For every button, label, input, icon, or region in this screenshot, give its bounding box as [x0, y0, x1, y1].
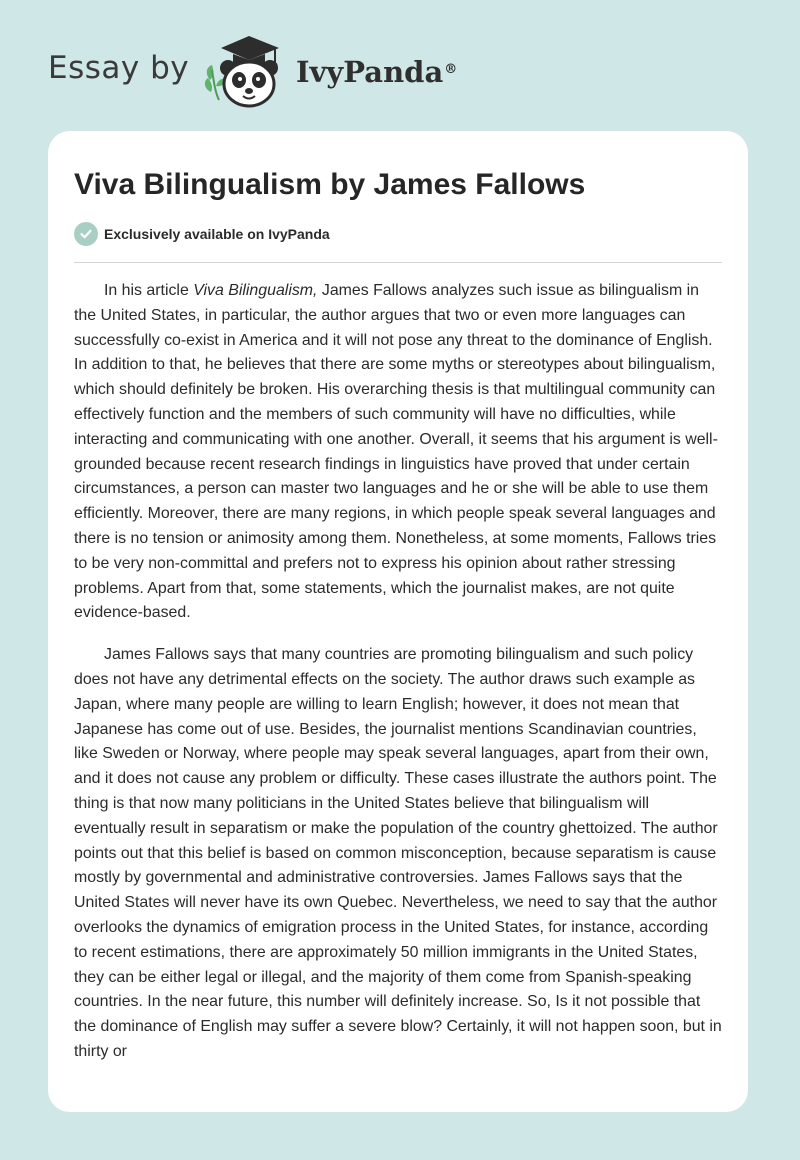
essay-body	[74, 279, 724, 1082]
paragraph-1-rest: James Fallows analyzes such issue as bilingualism in the United States, in particular, the author argues that two or even more languages can successfully co-exist in America and it will not pose any threat to the dominance of English. In addition to that, he believes that there are some myths or stereotypes about bilingualism, which should definitely be broken. His overarching thesis is that multilingual community can effectively function and the members of such community will have no difficulties, while interacting and communicating with one another. Overall, it seems that his argument is well-grounded because recent research findings in linguistics have proved that under certain circumstances, a person can master two languages and he or she will be able to use them efficiently. Moreover, there are many regions, in which people speak several languages and there is no tension or animosity among them. Nonetheless, at some moments, Fallows tries to be very non-committal and prefers not to express his opinion about rather stressing problems. Apart from that, some statements, which the journalist makes, are not quite evidence-based.	[74, 282, 718, 622]
exclusive-label: Exclusively available on IvyPanda	[104, 226, 330, 242]
panda-logo-icon[interactable]	[203, 34, 289, 110]
panda-face-icon	[220, 60, 278, 106]
site-header	[0, 0, 800, 120]
essay-card	[48, 131, 748, 1112]
divider	[74, 262, 722, 263]
article-title-italic: Viva Bilingualism,	[193, 282, 318, 299]
brand-name[interactable]	[296, 52, 457, 92]
paragraph-1	[74, 279, 724, 626]
page-title: Viva Bilingualism by James Fallows	[74, 168, 586, 201]
brand-text: IvyPanda	[296, 55, 444, 89]
registered-mark: ®	[444, 62, 458, 77]
check-circle-icon	[74, 222, 98, 246]
essay-by-label: Essay by	[48, 50, 190, 86]
paragraph-2: James Fallows says that many countries are promoting bilingualism and such policy does not have any detrimental effects on the society. The author draws such example as Japan, where many people are willing to learn English; however, it does not mean that Japanese has come out of use. Besides, the journalist mentions Scandinavian countries, like Sweden or Norway, where people may speak several languages, apart from their own, and it does not cause any problem or difficulty. These cases illustrate the authors point. The thing is that now many politicians in the United States believe that bilingualism will eventually result in separatism or make the population of the country ghettoized. The author points out that this belief is based on common misconception, because separatism is cause mostly by governmental and administrative controversies. James Fallows says that the United States will never have its own Quebec. Nevertheless, we need to say that the author overlooks the dynamics of emigration process in the United States, for instance, according to recent estimations, there are approximately 50 million immigrants in the United States, they can be either legal or illegal, and the majority of them come from Spanish-speaking countries. In the near future, this number will definitely increase. So, Is it not possible that the dominance of English may suffer a severe blow? Certainly, it will not happen soon, but in thirty or	[74, 646, 722, 1060]
exclusive-notice	[74, 222, 330, 246]
paragraph-1-intro: In his article	[104, 282, 194, 299]
